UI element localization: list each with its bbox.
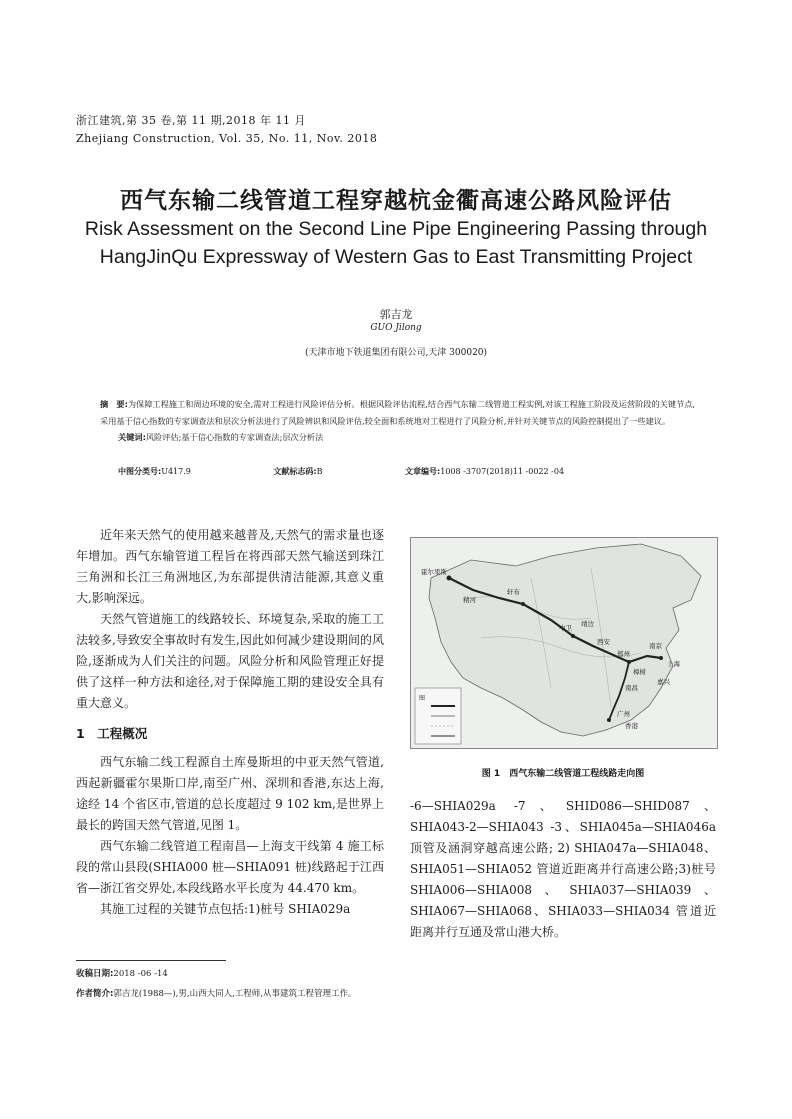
author-cn: 郭吉龙 bbox=[379, 308, 413, 321]
station-marker bbox=[521, 602, 525, 606]
journal-line-cn: 浙江建筑,第 35 卷,第 11 期,2018 年 11 月 bbox=[76, 114, 306, 127]
footnote-bio bbox=[76, 987, 356, 999]
station-marker bbox=[571, 634, 575, 638]
map-label: 西安 bbox=[597, 638, 610, 646]
map-label: 上海 bbox=[667, 660, 680, 668]
country-outline bbox=[429, 544, 701, 736]
title-en-line1: Risk Assessment on the Second Line Pipe Engineering Passing through bbox=[84, 218, 708, 240]
map-label: 精河 bbox=[463, 596, 476, 604]
clc-label: 中图分类号: bbox=[118, 467, 162, 476]
received-label: 收稿日期: bbox=[76, 969, 114, 979]
footnote-divider bbox=[76, 960, 226, 961]
bio-text: 郭吉龙(1988—),男,山西大同人,工程师,从事建筑工程管理工作。 bbox=[113, 989, 357, 999]
map-label: 嘉兴 bbox=[657, 678, 670, 686]
paragraph: 西气东输二线工程源自土库曼斯坦的中亚天然气管道,西起新疆霍尔果斯口岸,南至广州、深圳和香港,东达上海,途经 14 个省区市,管道的总长度超过 9 102 km,是世界上最长的跨国天然气管道,见图 1。 bbox=[76, 755, 384, 832]
affiliation: (天津市地下铁道集团有限公司,天津 300020) bbox=[304, 348, 488, 358]
map-label: 樟树 bbox=[633, 668, 646, 676]
abstract bbox=[100, 396, 700, 446]
clc-value: U417.9 bbox=[161, 467, 191, 476]
section-heading: 1 工程概况 bbox=[76, 726, 148, 741]
station-marker bbox=[627, 660, 631, 664]
abstract-label: 摘 要: bbox=[100, 399, 128, 409]
article-no-value: 1008 -3707(2018)11 -0022 -04 bbox=[440, 467, 565, 476]
map-label: 广州 bbox=[617, 710, 630, 718]
paragraph: 近年来天然气的使用越来越普及,天然气的需求量也逐年增加。西气东输管道工程旨在将西部天然气输送到珠江三角洲和长江三角洲地区,为东部提供清洁能源,其意义重大,影响深远。 bbox=[76, 528, 384, 605]
footnote-received bbox=[76, 967, 168, 979]
paragraph: 西气东输二线管道工程南昌—上海支干线第 4 施工标段的常山县段(SHIA000 桩—SHIA091 桩)线路起于江西省—浙江省交界处,本段线路水平长度为 44.470 km。 bbox=[76, 839, 384, 895]
station-marker bbox=[447, 576, 452, 581]
station-marker bbox=[607, 718, 611, 722]
author-en: GUO Jilong bbox=[370, 323, 422, 333]
received-date: 2018 -06 -14 bbox=[113, 969, 168, 979]
keywords-label: 关键词: bbox=[118, 432, 146, 442]
figure-caption: 图 1 西气东输二线管道工程线路走向图 bbox=[481, 769, 645, 779]
doc-code-value: B bbox=[316, 467, 323, 476]
body-right-column bbox=[410, 796, 716, 943]
article-meta bbox=[118, 466, 718, 477]
paragraph: -6—SHIA029a -7、SHID086—SHID087、SHIA043-2—SHIA043 -3、SHIA045a—SHIA046a 顶管及涵洞穿越高速公路; 2) SHIA047a—SHIA048、SHIA051—SHIA052 管道近距离并行高速公路;3)桩号 SHIA006—SHIA008、SHIA037—SHIA039、SHIA067—SHIA068、SHIA033—SHIA034 管道近距离并行互通及常山港大桥。 bbox=[410, 799, 716, 939]
journal-line-en: Zhejiang Construction, Vol. 35, No. 11, Nov. 2018 bbox=[76, 132, 378, 145]
title-en-line2: HangJinQu Expressway of Western Gas to East Transmitting Project bbox=[99, 246, 693, 268]
article-no-label: 文章编号: bbox=[405, 467, 441, 476]
station-marker bbox=[659, 656, 663, 660]
map-label: 南京 bbox=[649, 642, 662, 650]
body-left-column bbox=[76, 525, 384, 920]
map-label: 南昌 bbox=[625, 684, 638, 692]
map-svg bbox=[411, 538, 717, 748]
keywords: 风险评估;基于信心指数的专家调查法;层次分析法 bbox=[145, 432, 324, 442]
route-map-figure bbox=[410, 537, 718, 749]
legend-title: 图 bbox=[419, 695, 426, 702]
map-label: 郑州 bbox=[617, 650, 630, 658]
paragraph: 天然气管道施工的线路较长、环境复杂,采取的施工工法较多,导致安全事故时有发生,因此如何减少建设期间的风险,逐渐成为人们关注的问题。风险分析和风险管理正好提供了这样一种方法和途径,对于保障施工期的建设安全具有重大意义。 bbox=[76, 612, 384, 710]
title-cn: 西气东输二线管道工程穿越杭金衢高速公路风险评估 bbox=[120, 188, 672, 214]
paragraph: 其施工过程的关键节点包括:1)桩号 SHIA029a bbox=[100, 902, 351, 916]
map-label: 霍尔果斯 bbox=[421, 568, 447, 576]
map-label: 香港 bbox=[625, 722, 638, 730]
abstract-text: 为保障工程施工和周边环境的安全,需对工程进行风险评估分析。根据风险评估流程,结合西气东输二线管道工程实例,对该工程施工阶段及运营阶段的关键节点,采用基于信心指数的专家调查法和层次分析法进行了风险辨识和风险评估,较全面和系统地对工程进行了风险分析,并针对关键节点的风险控制提出了一些建议。 bbox=[100, 399, 696, 426]
map-label: 轩布 bbox=[507, 588, 520, 596]
map-label: 靖边 bbox=[581, 620, 594, 628]
map-label: 中卫 bbox=[559, 624, 572, 632]
bio-label: 作者简介: bbox=[76, 989, 114, 999]
doc-code-label: 文献标志码: bbox=[273, 467, 317, 476]
